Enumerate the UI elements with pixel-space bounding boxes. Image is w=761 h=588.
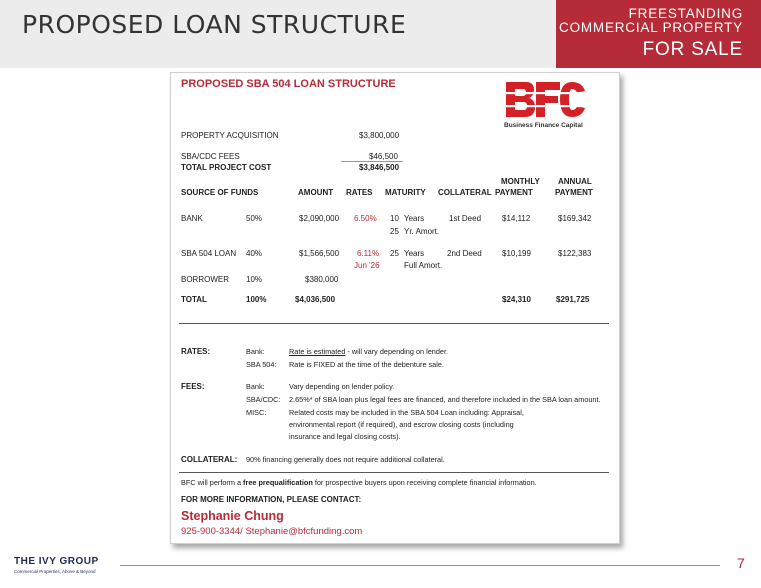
col-header-annual: ANNUAL [558,177,592,186]
row-pct: 40% [246,249,263,258]
summary-label: SBA/CDC FEES [181,152,240,161]
row-annual: $169,342 [558,214,592,223]
row-source: BANK [181,214,203,223]
row-term: 25 [390,227,399,236]
note-text: 2.65%* of SBA loan plus legal fees are financed, and therefore included in the SBA loan amount. [289,395,601,404]
row-term-unit: Full Amort. [404,261,443,270]
summary-label: PROPERTY ACQUISITION [181,131,279,140]
col-header-maturity: MATURITY [385,188,426,197]
col-header-amount: AMOUNT [298,188,334,197]
summary-value: $3,846,500 [359,163,400,172]
row-amount: $2,090,000 [299,214,340,223]
row-amount: $4,036,500 [295,295,336,304]
row-collateral: 2nd Deed [447,249,482,258]
page-title: PROPOSED LOAN STRUCTURE [22,10,407,39]
collateral-text: 90% financing generally does not require additional collateral. [246,455,445,464]
note-key: Bank: [246,382,265,391]
row-monthly: $10,199 [502,249,531,258]
row-source: BORROWER [181,275,229,284]
row-rate: 6.50% [354,214,377,223]
row-rate-date: Jun '26 [354,261,380,270]
page-number: 7 [737,555,745,571]
banner-status: FOR SALE [642,39,743,60]
bfc-logo-icon [504,79,588,121]
prequal-bold: free prequalification [243,478,313,487]
col-header-rates: RATES [346,188,373,197]
note-text: Vary depending on lender policy. [289,382,395,391]
footer-divider [120,565,720,566]
col-header-collateral: COLLATERAL [438,188,492,197]
row-term-unit: Yr. Amort. [404,227,440,236]
note-text: Rate is FIXED at the time of the debenture sale. [289,360,444,369]
rates-label: RATES: [181,347,211,356]
note-key: Bank: [246,347,265,356]
note-text: environmental report (if required), and escrow closing costs (including [289,420,514,429]
property-banner [556,0,761,68]
note-key: SBA/CDC: [246,395,281,404]
contact-heading: FOR MORE INFORMATION, PLEASE CONTACT: [181,495,362,504]
row-rate: 6.11% [357,249,380,258]
contact-name: Stephanie Chung [181,509,284,523]
contact-info[interactable]: 925-900-3344/ Stephanie@bfcfunding.com [181,526,363,537]
note-text: Related costs may be included in the SBA 504 Loan including: Appraisal, [289,408,524,417]
row-source: TOTAL [181,295,207,304]
banner-subtitle: FREESTANDING COMMERCIAL PROPERTY [559,6,743,35]
note-text: insurance and legal closing costs). [289,432,401,441]
ivy-group-tagline: Commercial Properties, Above & Beyond [14,569,96,574]
logo-caption: Business Finance Capital [504,122,583,129]
col-header-annual: PAYMENT [555,188,593,197]
ivy-group-logo: THE IVY GROUP [14,556,99,567]
row-annual: $291,725 [556,295,590,304]
row-pct: 10% [246,275,263,284]
row-term-unit: Years [404,249,425,258]
row-pct: 100% [246,295,267,304]
col-header-monthly: MONTHLY [501,177,540,186]
divider [341,161,403,162]
row-term: 10 [390,214,399,223]
divider [179,472,609,473]
note-underline: Rate is estimated [289,347,346,356]
row-monthly: $14,112 [502,214,531,223]
divider [179,323,609,324]
row-pct: 50% [246,214,263,223]
fees-label: FEES: [181,382,205,391]
row-term-unit: Years [404,214,425,223]
row-source: SBA 504 LOAN [181,249,237,258]
row-amount: $380,000 [305,275,339,284]
prequal-after: for prospective buyers upon receiving complete financial information. [312,478,537,487]
note-rest: - will vary depending on lender. [345,347,448,356]
summary-value: $3,800,000 [359,131,400,140]
row-monthly: $24,310 [502,295,531,304]
row-collateral: 1st Deed [449,214,482,223]
summary-value: $46,500 [369,152,398,161]
collateral-label: COLLATERAL: [181,455,238,464]
row-annual: $122,383 [558,249,592,258]
note-key: SBA 504: [246,360,277,369]
prequal-note [181,478,537,487]
document-title: PROPOSED SBA 504 LOAN STRUCTURE [181,78,396,90]
note-key: MISC: [246,408,267,417]
prequal-before: BFC will perform a [181,478,244,487]
note-text [289,347,448,356]
col-header-monthly: PAYMENT [495,188,533,197]
loan-structure-document [170,72,620,544]
row-amount: $1,566,500 [299,249,340,258]
col-header-source: SOURCE OF FUNDS [181,188,259,197]
row-term: 25 [390,249,399,258]
summary-label: TOTAL PROJECT COST [181,163,272,172]
